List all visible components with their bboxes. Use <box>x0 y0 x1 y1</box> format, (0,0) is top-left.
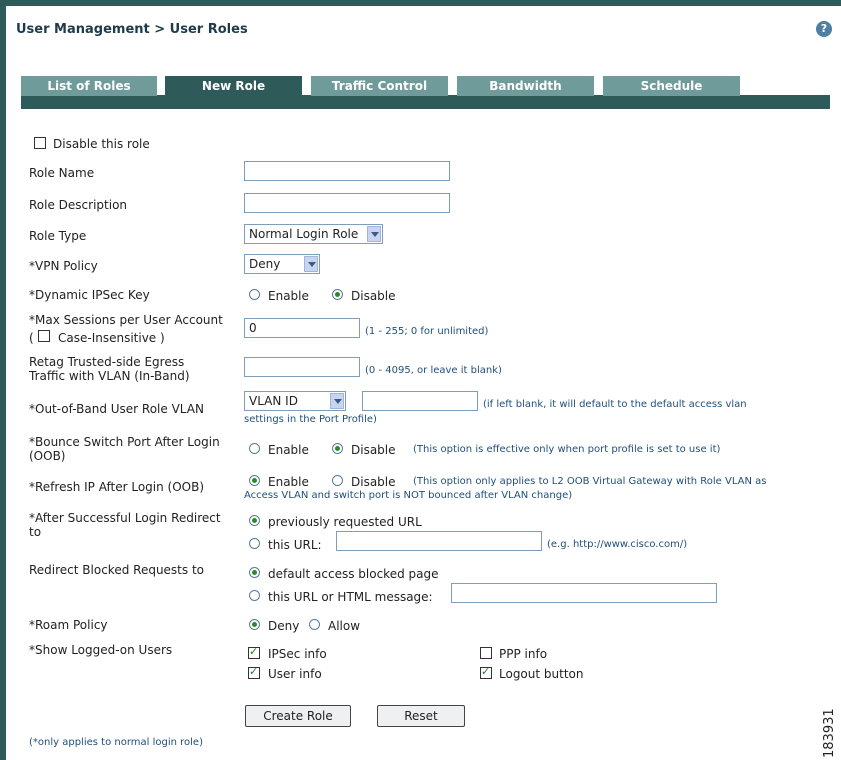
roam-allow-label: Allow <box>328 619 361 633</box>
role-type-value: Normal Login Role <box>249 227 359 241</box>
ppp-info-checkbox[interactable] <box>480 647 492 659</box>
vpn-policy-label: *VPN Policy <box>29 259 98 273</box>
top-border <box>0 0 841 6</box>
bounce-enable-label: Enable <box>268 443 309 457</box>
oob-vlan-value: VLAN ID <box>249 394 298 408</box>
logout-button-checkbox[interactable] <box>480 667 492 679</box>
ipsec-info-checkbox[interactable] <box>248 647 260 659</box>
oob-vlan-select[interactable] <box>244 391 346 411</box>
vpn-policy-select[interactable] <box>244 254 320 274</box>
footnote: (*only applies to normal login role) <box>29 737 203 748</box>
bounce-label-1: *Bounce Switch Port After Login <box>29 435 220 449</box>
role-name-input[interactable] <box>244 161 450 181</box>
dynamic-ipsec-disable-radio[interactable] <box>332 289 343 300</box>
disable-role-checkbox[interactable] <box>34 137 46 149</box>
show-users-label: *Show Logged-on Users <box>29 643 173 657</box>
vpn-policy-value: Deny <box>249 257 281 271</box>
figure-number: 183931 <box>822 708 837 758</box>
redirect-url-label: this URL: <box>268 538 322 552</box>
bounce-hint: (This option is effective only when port profile is set to use it) <box>413 444 721 455</box>
redirect-url-hint: (e.g. http://www.cisco.com/) <box>547 539 688 550</box>
oob-vlan-hint-2: settings in the Port Profile) <box>244 414 377 425</box>
tab-list-of-roles[interactable]: List of Roles <box>21 76 157 96</box>
redirect-label-2: to <box>29 525 42 539</box>
tab-bar <box>21 76 830 109</box>
refresh-ip-disable-radio[interactable] <box>332 475 343 486</box>
dynamic-ipsec-enable-radio[interactable] <box>249 289 260 300</box>
retag-hint: (0 - 4095, or leave it blank) <box>365 365 502 376</box>
tab-traffic-control[interactable]: Traffic Control <box>311 76 448 96</box>
oob-vlan-input[interactable] <box>362 391 478 411</box>
role-type-label: Role Type <box>29 229 87 243</box>
max-sessions-label: *Max Sessions per User Account <box>29 313 223 327</box>
refresh-ip-hint-1: (This option only applies to L2 OOB Virtual Gateway with Role VLAN as <box>413 476 767 487</box>
refresh-ip-disable-label: Disable <box>351 475 396 489</box>
role-description-label: Role Description <box>29 198 128 212</box>
chevron-down-icon <box>304 256 318 272</box>
max-sessions-input[interactable]: 0 <box>244 318 360 338</box>
roam-label: *Roam Policy <box>29 618 108 632</box>
tab-bandwidth[interactable]: Bandwidth <box>457 76 594 96</box>
retag-label-1: Retag Trusted-side Egress <box>29 355 185 369</box>
roam-deny-label: Deny <box>268 619 300 633</box>
bounce-disable-label: Disable <box>351 443 396 457</box>
redirect-previous-radio[interactable] <box>249 515 260 526</box>
left-border <box>0 0 6 760</box>
tab-underline <box>21 95 830 109</box>
retag-vlan-input[interactable] <box>244 357 360 377</box>
max-sessions-hint: (1 - 255; 0 for unlimited) <box>365 326 489 337</box>
disable-role-label: Disable this role <box>53 137 150 151</box>
blocked-url-label: this URL or HTML message: <box>268 590 433 604</box>
breadcrumb: User Management > User Roles <box>16 22 248 37</box>
roam-allow-radio[interactable] <box>309 619 320 630</box>
logout-button-label: Logout button <box>499 667 584 681</box>
retag-label-2: Traffic with VLAN (In-Band) <box>29 369 190 383</box>
roam-deny-radio[interactable] <box>249 619 260 630</box>
create-role-button[interactable]: Create Role <box>245 705 351 727</box>
dynamic-ipsec-disable-label: Disable <box>351 289 396 303</box>
blocked-default-label: default access blocked page <box>268 567 439 581</box>
user-info-label: User info <box>268 667 322 681</box>
help-icon[interactable]: ? <box>816 21 832 37</box>
case-insensitive-checkbox[interactable] <box>38 330 50 342</box>
blocked-label: Redirect Blocked Requests to <box>29 563 205 577</box>
bounce-disable-radio[interactable] <box>332 443 343 454</box>
redirect-previous-label: previously requested URL <box>268 515 422 529</box>
ppp-info-label: PPP info <box>499 647 548 661</box>
bounce-label-2: (OOB) <box>29 449 66 463</box>
dynamic-ipsec-label: *Dynamic IPSec Key <box>29 288 150 302</box>
refresh-ip-hint-2: Access VLAN and switch port is NOT bounced after VLAN change) <box>244 490 573 501</box>
case-insensitive-label: Case-Insensitive ) <box>58 331 165 345</box>
blocked-default-radio[interactable] <box>249 567 260 578</box>
dynamic-ipsec-enable-label: Enable <box>268 289 309 303</box>
blocked-url-radio[interactable] <box>249 590 260 601</box>
refresh-ip-enable-label: Enable <box>268 475 309 489</box>
role-name-label: Role Name <box>29 166 95 180</box>
oob-vlan-label: *Out-of-Band User Role VLAN <box>29 402 204 416</box>
role-description-input[interactable] <box>244 193 450 213</box>
case-paren: ( <box>29 331 34 345</box>
redirect-label-1: *After Successful Login Redirect <box>29 511 221 525</box>
reset-button[interactable]: Reset <box>377 705 465 727</box>
oob-vlan-hint-1: (if left blank, it will default to the default access vlan <box>483 399 747 410</box>
role-type-select[interactable] <box>244 224 383 244</box>
tab-schedule[interactable]: Schedule <box>603 76 740 96</box>
blocked-url-input[interactable] <box>451 583 717 603</box>
ipsec-info-label: IPSec info <box>268 647 327 661</box>
user-info-checkbox[interactable] <box>248 667 260 679</box>
tab-new-role[interactable]: New Role <box>165 76 302 109</box>
redirect-url-input[interactable] <box>336 531 542 551</box>
chevron-down-icon <box>330 393 344 409</box>
chevron-down-icon <box>367 226 381 242</box>
refresh-ip-enable-radio[interactable] <box>249 475 260 486</box>
redirect-url-radio[interactable] <box>249 538 260 549</box>
bounce-enable-radio[interactable] <box>249 443 260 454</box>
refresh-ip-label: *Refresh IP After Login (OOB) <box>29 480 205 494</box>
